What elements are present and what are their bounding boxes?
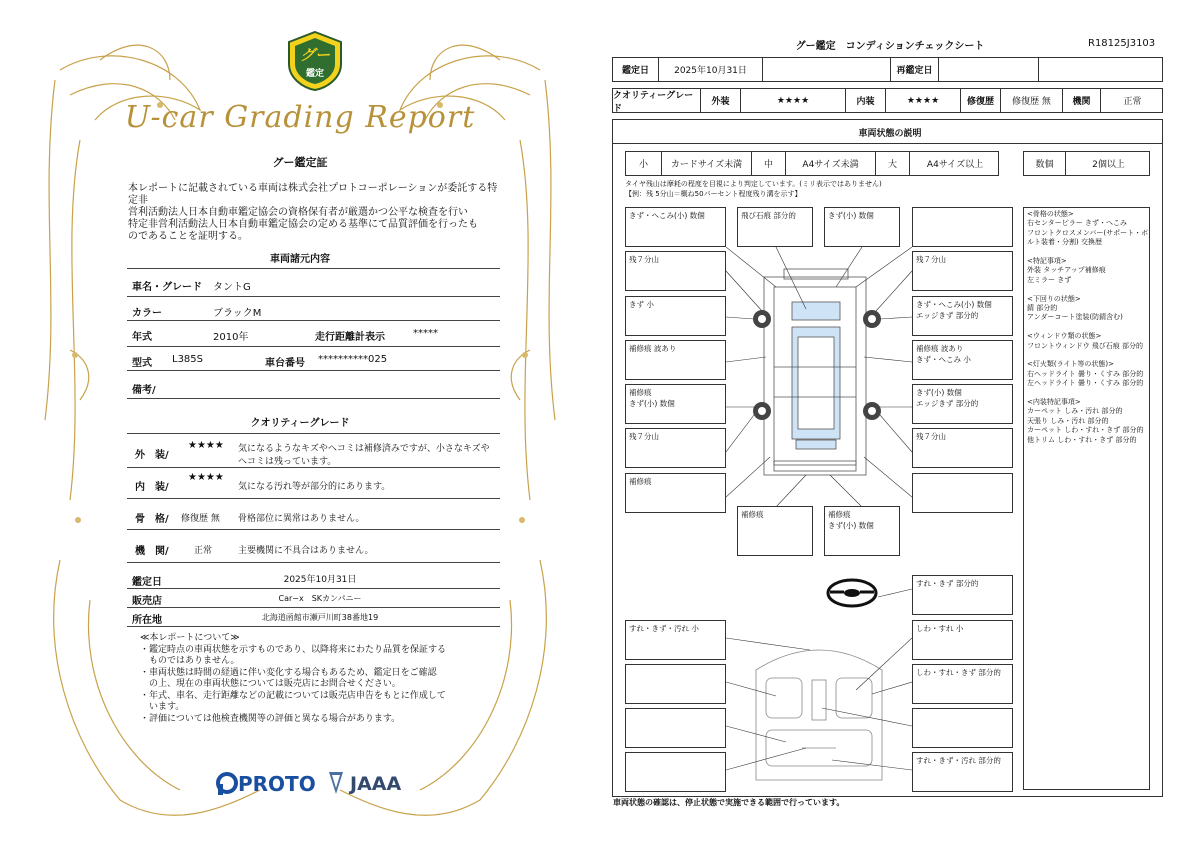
quality-int-desc1: 気になる汚れ等が部分的にあります。	[238, 482, 391, 492]
damage-box-front-center: 飛び石痕 部分的	[737, 207, 813, 247]
interior-box-left-2	[625, 664, 726, 704]
spec-year-label: 年式	[132, 332, 152, 343]
spec-name-label: 車名・グレード	[132, 282, 202, 293]
damage-box-left-2: きず 小	[625, 296, 726, 336]
reappraisal-label: 再鑑定日	[891, 58, 939, 81]
spec-model-value: L385S	[172, 354, 204, 365]
quality-title: クオリティーグレード	[250, 418, 350, 429]
interior-box-right-4: すれ・きず・汚れ 部分的	[912, 752, 1013, 792]
reappraisal-value	[939, 58, 1039, 81]
damage-box-left-3: 補修痕 波あり	[625, 340, 726, 380]
jaaa-logo-text: JAAA	[350, 773, 402, 795]
spec-title: 車両諸元内容	[270, 254, 330, 265]
quality-label: クオリティーグレード	[613, 89, 701, 112]
proto-logo-text: PROTO	[238, 772, 316, 796]
interior-box-right-3	[912, 708, 1013, 748]
interior-box-right-1: しわ・すれ 小	[912, 620, 1013, 660]
date-value: 2025年10月31日	[659, 58, 763, 81]
condition-notes: <骨格の状態> 右センターピラー きず・へこみ フロントクロスメンバー(サポート・ボ ルト装着・分割) 交換歴 <特記事項> 外装 タッチアップ補修痕 左ミラー きず <下回りの状態> 錆 部分的 アンダーコート塗装(防錆含む) <ウィンドウ類の状態> フロントウィンドウ 飛び石痕 部分的 <灯火類(ライト等の状態)> 右ヘッドライト 曇り・くすみ 部分的 左ヘッドライト 曇り・くすみ 部分的 <内装特記事項> カーペット しみ・汚れ 部分的 天張り しみ・汚れ 部分的 カーペット しわ・すれ・きず 部分的 他トリム しわ・すれ・きず 部分的	[1027, 210, 1149, 444]
spec-color-value: ブラックM	[213, 308, 262, 319]
quality-frame-value: 修復歴 無	[181, 514, 220, 524]
damage-box-left-4: 補修痕 きず(小) 数個	[625, 384, 726, 424]
spec-chassis-value: **********025	[318, 354, 388, 365]
interior-box-steering: すれ・きず 部分的	[912, 575, 1013, 615]
tire-note-1: タイヤ残山は摩耗の程度を目視により判定しています。(ミリ表示ではありません)	[625, 180, 882, 188]
quality-int-label: 内 装/	[135, 482, 169, 493]
count-legend: 数個 2個以上	[1023, 151, 1150, 176]
reappraisal-blank	[1039, 58, 1164, 81]
report-title: U-car Grading Report	[124, 100, 476, 135]
quality-frame-desc1: 骨格部位に異常はありません。	[238, 514, 365, 524]
damage-box-left-1: 残７分山	[625, 251, 726, 291]
car-top-view-diagram	[726, 247, 912, 507]
quality-engine-label: 機 関/	[135, 546, 169, 557]
date-blank	[763, 58, 891, 81]
cert-title: グー鑑定証	[272, 156, 328, 169]
int-label: 内装	[846, 89, 886, 112]
sheet-code: R18125J3103	[1088, 38, 1156, 49]
sheet-title: グー鑑定 コンディションチェックシート	[795, 41, 985, 52]
damage-box-left-5: 残７分山	[625, 428, 726, 468]
interior-box-left-3	[625, 708, 726, 748]
damage-box-rear-left: 補修痕	[737, 506, 813, 556]
spec-name-value: タントG	[213, 282, 251, 293]
damage-box-right-3: 補修痕 波あり きず・へこみ 小	[912, 340, 1013, 380]
spec-remarks-label: 備考/	[132, 385, 156, 396]
car-interior-diagram	[726, 630, 912, 790]
interior-box-left-1: すれ・きず・汚れ 小	[625, 620, 726, 660]
proto-logo-icon	[216, 772, 238, 796]
steering-leader	[878, 585, 912, 605]
damage-box-right-2: きず・へこみ(小) 数個 エッジきず 部分的	[912, 296, 1013, 336]
damage-box-rear-right: 補修痕 きず(小) 数個	[824, 506, 900, 556]
interior-box-left-4	[625, 752, 726, 792]
engine-value: 正常	[1123, 97, 1142, 107]
damage-box-front-left: きず・へこみ(小) 数個	[625, 207, 726, 247]
date-label: 鑑定日	[613, 58, 659, 81]
damage-box-right-4: きず(小) 数個 エッジきず 部分的	[912, 384, 1013, 424]
damage-box-front-far-right	[912, 207, 1013, 247]
section-title: 車両状態の説明	[858, 129, 922, 139]
quality-ext-desc2: ヘコミは残っています。	[238, 457, 337, 467]
damage-box-right-5: 残７分山	[912, 428, 1013, 468]
spec-model-label: 型式	[132, 358, 152, 369]
intro-text: 本レポートに記載されている車両は株式会社プロトコーポレーションが委託する特定非 営利活動法人日本自動車鑑定協会の資格保有者が厳選かつ公平な検査を行い 特定非営利活動法人日本自動車鑑定協会の定める基準にて品質評価を行ったも のであることを証明する。	[128, 183, 498, 242]
repair-label: 修復歴	[961, 89, 1001, 112]
badge-line1: グー	[299, 46, 330, 64]
shop-label: 販売店	[132, 596, 162, 607]
spec-color-label: カラー	[132, 308, 162, 319]
jaaa-logo-icon	[326, 770, 346, 796]
tire-note-2: 【例：残 5分山＝概ね50パーセント程度残り溝を示す】	[625, 190, 802, 198]
damage-box-left-6: 補修痕	[625, 473, 726, 513]
spec-mileage-value: *****	[413, 328, 438, 339]
appraisal-date-label: 鑑定日	[132, 577, 162, 588]
damage-box-right-6	[912, 473, 1013, 513]
interior-box-right-2: しわ・すれ・きず 部分的	[912, 664, 1013, 704]
size-legend: 小 カードサイズ未満 中 A4サイズ未満 大 A4サイズ以上	[625, 151, 999, 176]
address-value: 北海道函館市瀬戸川町38番地19	[261, 613, 379, 622]
quality-int-value: ★★★★	[188, 472, 224, 483]
badge-line2: 鑑定	[305, 69, 324, 79]
address-label: 所在地	[132, 615, 162, 626]
ext-label: 外装	[701, 89, 741, 112]
engine-label: 機関	[1063, 89, 1101, 112]
quality-engine-desc1: 主要機関に不具合はありません。	[238, 546, 374, 556]
repair-value: 修復歴 無	[1001, 89, 1063, 112]
quality-row	[612, 88, 1163, 113]
sheet-footer: 車両状態の確認は、停止状態で実施できる範囲で行っています。	[613, 798, 845, 807]
quality-frame-label: 骨 格/	[135, 514, 169, 525]
appraisal-date-value: 2025年10月31日	[283, 575, 357, 585]
ext-value: ★★★★	[741, 89, 846, 112]
spec-year-value: 2010年	[213, 332, 249, 343]
int-value: ★★★★	[886, 89, 961, 112]
date-row	[612, 57, 1163, 82]
shop-value: Car−x SKカンパニー	[278, 594, 362, 603]
condition-check-sheet	[600, 0, 1200, 848]
notes: ≪本レポートについて≫ ・鑑定時点の車両状態を示すものであり、以降将来にわたり品質を保証する ものではありません。 ・車両状態は時間の経過に伴い変化する場合もあるため、鑑定日をご確認 の上、現在の車両状態については販売店にお問合せください。 ・年式、車名、走行距離などの記載については販売店申告をもとに作成して います。 ・評価については他検査機関等の評価と異なる場合があります。	[140, 633, 447, 724]
quality-ext-label: 外 装/	[135, 450, 169, 461]
spec-mileage-label: 走行距離計表示	[315, 332, 385, 343]
spec-chassis-label: 車台番号	[265, 358, 305, 369]
quality-ext-value: ★★★★	[188, 440, 224, 451]
steering-wheel-icon	[826, 578, 878, 608]
damage-box-right-1: 残７分山	[912, 251, 1013, 291]
quality-engine-value: 正常	[194, 546, 213, 556]
quality-ext-desc1: 気になるようなキズやヘコミは補修済みですが、小さなキズや	[238, 444, 490, 454]
damage-box-front-right: きず(小) 数個	[824, 207, 900, 247]
